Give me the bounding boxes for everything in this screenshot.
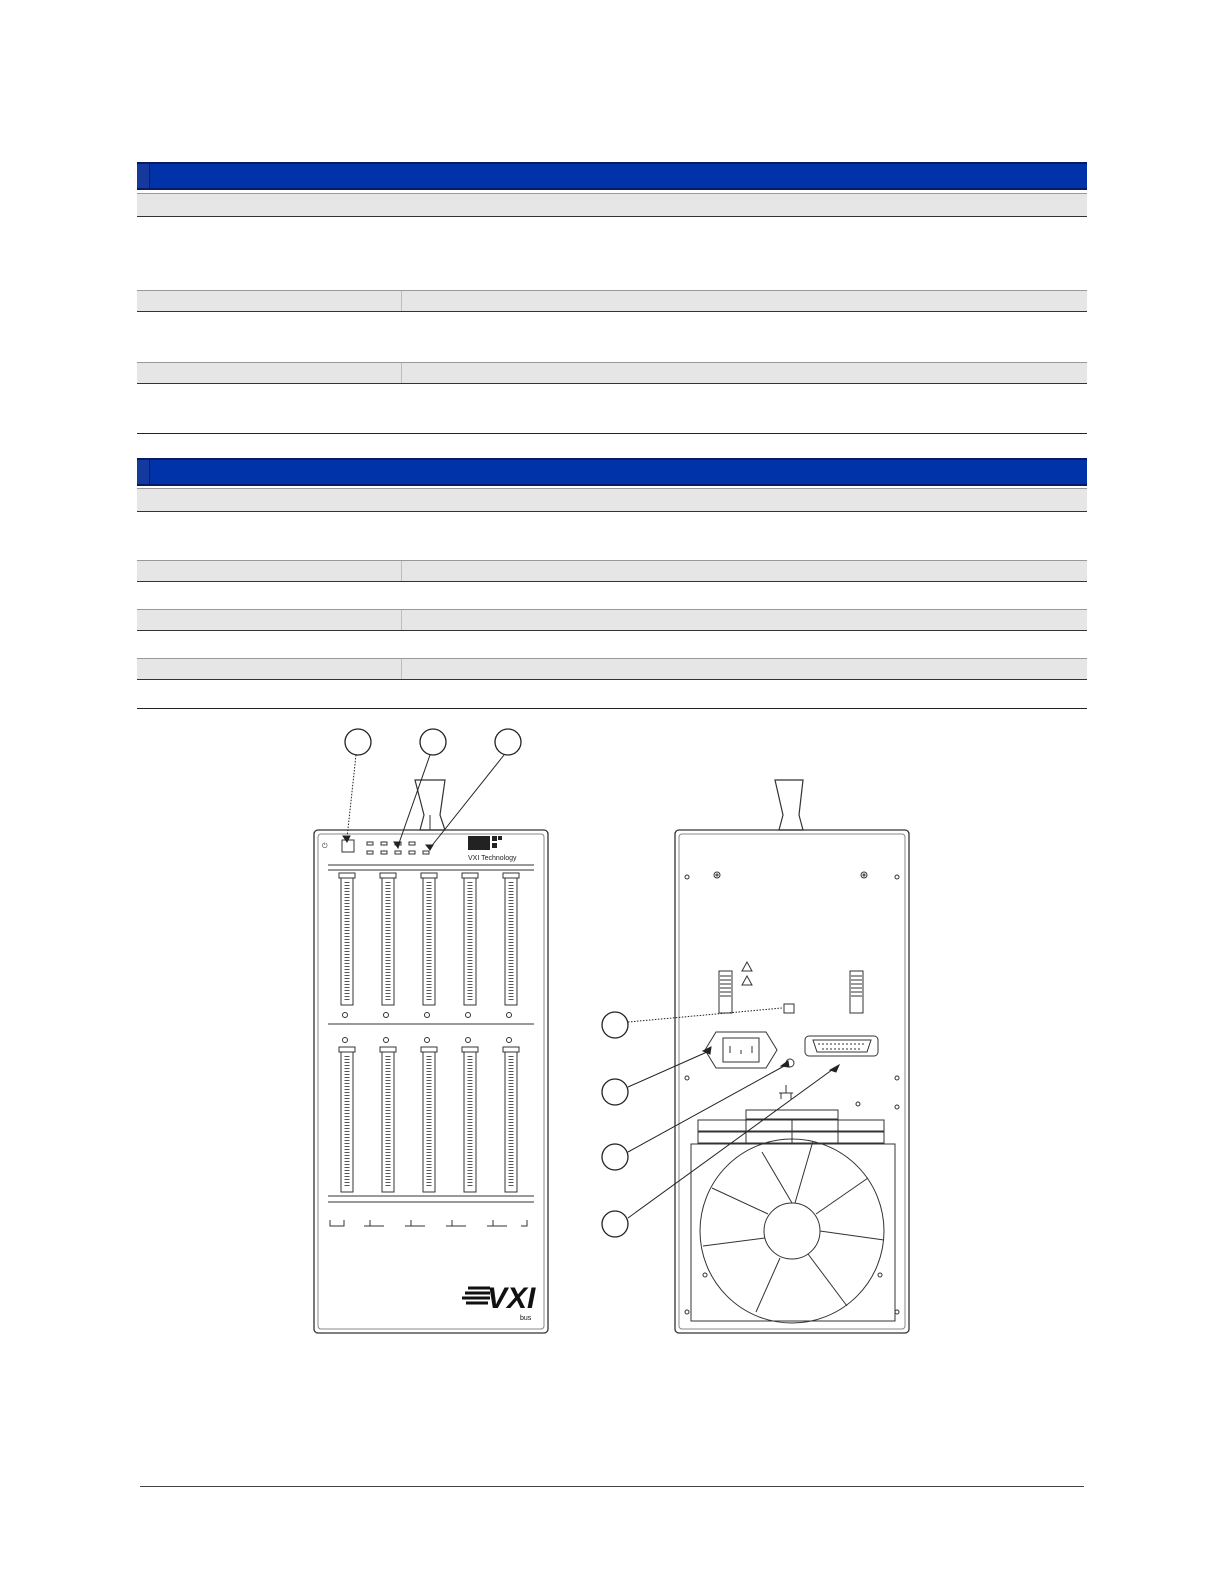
- panel-screw: [343, 1013, 348, 1018]
- slot-latch: [339, 873, 355, 878]
- slot-latch: [339, 1047, 355, 1052]
- panel-screw: [466, 1038, 471, 1043]
- chassis-figure: [0, 700, 1225, 1360]
- section-1-row-2: [137, 290, 1087, 312]
- section-2-row-3: [137, 609, 1087, 631]
- section-1-bottom-rule: [137, 433, 1087, 434]
- footer-rule: [140, 1486, 1084, 1487]
- svg-text:VXI: VXI: [487, 1282, 536, 1315]
- section-2-row-2: [137, 560, 1087, 582]
- slot-latch: [380, 873, 396, 878]
- section-2-header: [137, 458, 1087, 486]
- rear-view: [675, 780, 909, 1333]
- slot-latch: [421, 873, 437, 878]
- callout-3: [495, 729, 521, 755]
- front-view: [314, 780, 548, 1333]
- section-2-row-4: [137, 658, 1087, 680]
- slot-latch: [462, 873, 478, 878]
- header-notch: [137, 164, 150, 188]
- section-1-row-1: [137, 193, 1087, 217]
- warning-icon: [742, 962, 752, 985]
- panel-screw: [507, 1013, 512, 1018]
- card-slots: [339, 873, 519, 1192]
- section-1-row-3: [137, 362, 1087, 384]
- fan-guard: [691, 1139, 895, 1323]
- callout-1: [345, 729, 371, 755]
- column-divider: [401, 610, 402, 630]
- vxibus-logo: [462, 1282, 536, 1322]
- section-1-header: [137, 162, 1087, 190]
- svg-text:VXI Technology: VXI Technology: [468, 855, 517, 862]
- panel-screw: [425, 1038, 430, 1043]
- voltage-selector-right: [850, 971, 863, 1013]
- fuse-indicator: [784, 1004, 794, 1013]
- column-divider: [401, 659, 402, 679]
- slot-latch: [421, 1047, 437, 1052]
- vent-slots: [698, 1110, 884, 1143]
- panel-screw: [384, 1038, 389, 1043]
- slot-latch: [503, 1047, 519, 1052]
- slot-latch: [380, 1047, 396, 1052]
- panel-screw: [466, 1013, 471, 1018]
- panel-screw: [507, 1038, 512, 1043]
- callouts: [343, 729, 839, 1237]
- header-notch: [137, 460, 150, 484]
- callout-6: [602, 1144, 628, 1170]
- vxi-technology-logo: [468, 836, 517, 862]
- column-divider: [401, 291, 402, 311]
- panel-screw: [425, 1013, 430, 1018]
- voltage-selector-left: [719, 971, 732, 1013]
- svg-text:⏻: ⏻: [322, 843, 328, 850]
- slot-latch: [503, 873, 519, 878]
- svg-text:bus: bus: [520, 1315, 532, 1322]
- column-divider: [401, 561, 402, 581]
- callout-2: [420, 729, 446, 755]
- column-divider: [401, 363, 402, 383]
- callout-7: [602, 1211, 628, 1237]
- db25-connector: [805, 1036, 878, 1056]
- power-switch: [342, 840, 354, 852]
- slot-latch: [462, 1047, 478, 1052]
- panel-screw: [343, 1038, 348, 1043]
- ground-symbol-icon: [779, 1085, 793, 1099]
- callout-5: [602, 1079, 628, 1105]
- callout-4: [602, 1012, 628, 1038]
- ac-power-inlet: [705, 1032, 777, 1068]
- section-2-row-1: [137, 488, 1087, 512]
- panel-screw: [384, 1013, 389, 1018]
